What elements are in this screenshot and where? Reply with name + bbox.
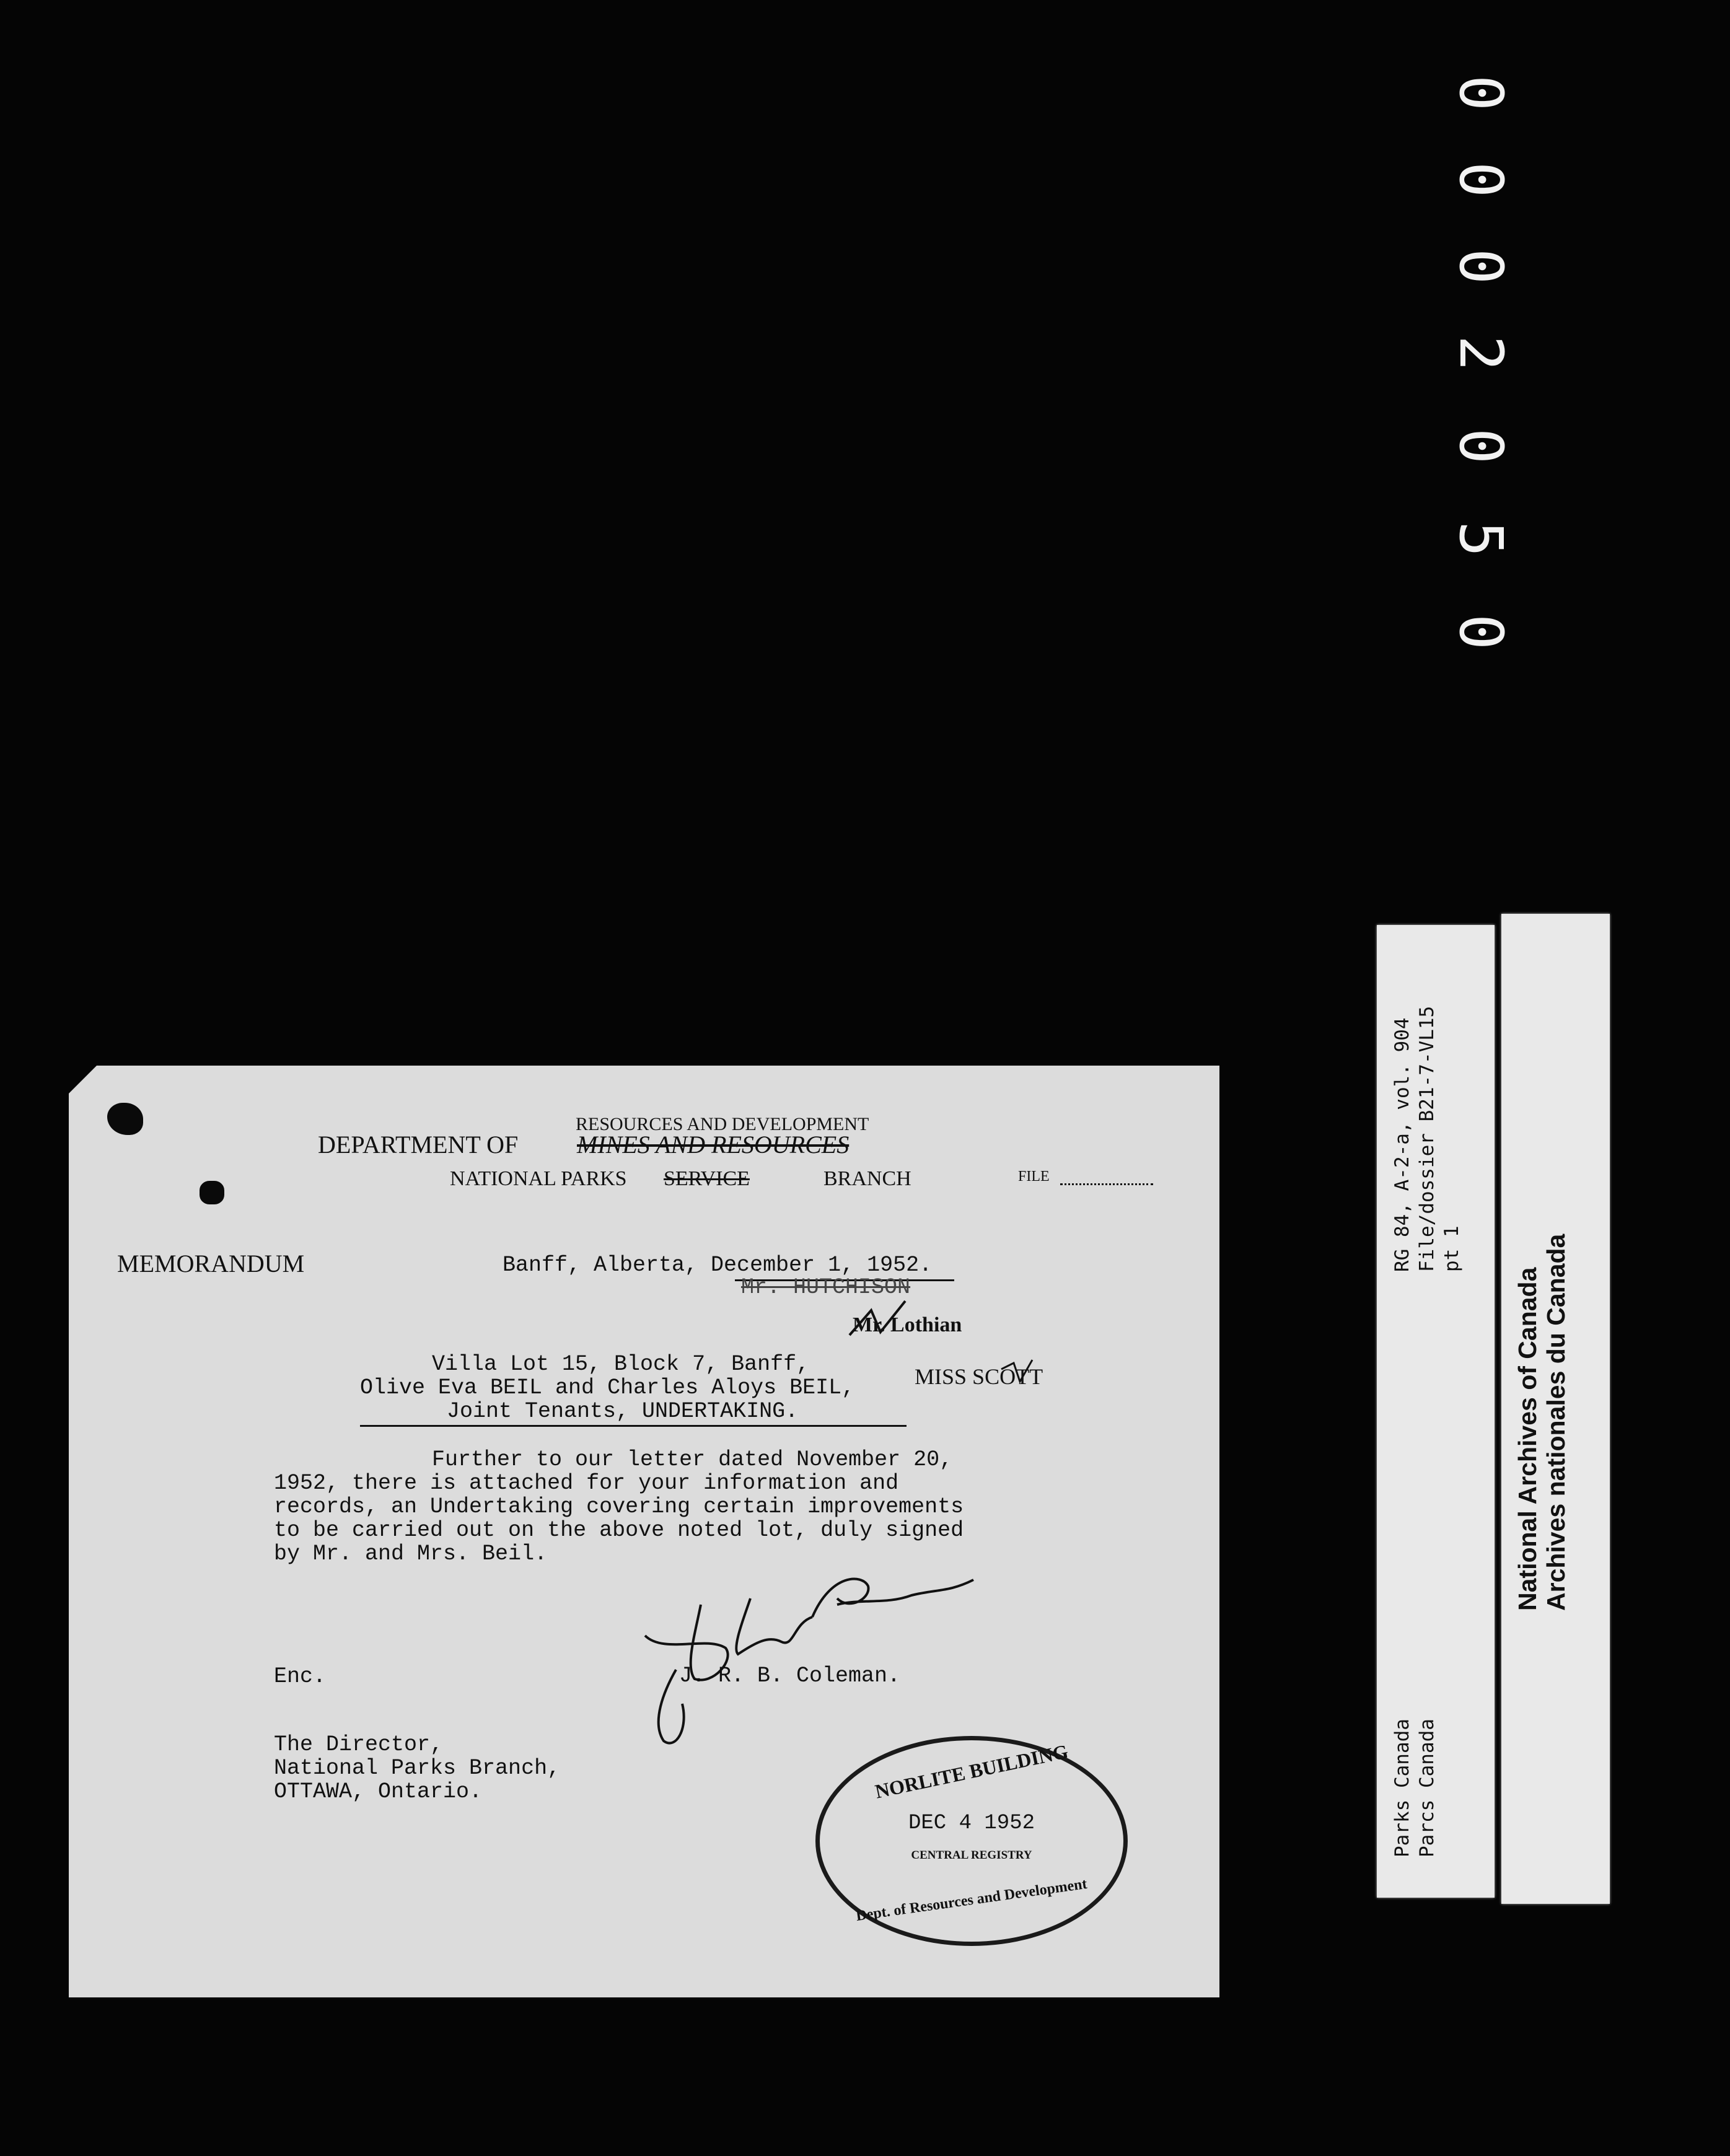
archive-name-label xyxy=(1501,914,1610,1904)
enclosure-label: Enc. xyxy=(274,1664,327,1689)
punch-hole xyxy=(107,1103,143,1135)
subject-line: Joint Tenants, UNDERTAKING. xyxy=(447,1399,799,1424)
torn-corner xyxy=(69,1066,97,1093)
address-line: The Director, xyxy=(274,1732,444,1757)
frame-number xyxy=(1444,56,1518,663)
archive-reference-label xyxy=(1377,925,1495,1898)
institution-line: Parcs Canada xyxy=(1416,1719,1438,1857)
frame-digit: 0 xyxy=(1446,614,1516,650)
body-line: records, an Undertaking covering certain improvements xyxy=(274,1494,964,1519)
place-date: Banff, Alberta, December 1, 1952. xyxy=(503,1253,933,1277)
signatory-name: J. R. B. Coleman. xyxy=(679,1663,901,1688)
institution-line: Parks Canada xyxy=(1391,1719,1413,1857)
frame-digit: 0 xyxy=(1446,248,1516,284)
stamp-middle-text: CENTRAL REGISTRY xyxy=(911,1849,1032,1862)
routing-tick xyxy=(998,1357,1035,1388)
body-line: Further to our letter dated November 20, xyxy=(432,1447,953,1472)
frame-digit: 5 xyxy=(1446,521,1516,557)
body-line: 1952, there is attached for your information and xyxy=(274,1471,899,1496)
department-prefix: DEPARTMENT OF xyxy=(318,1131,519,1159)
reference-line: pt 1 xyxy=(1441,1225,1463,1272)
branch-struck: SERVICE xyxy=(664,1167,750,1190)
routing-struck-name: Mr. HUTCHISON xyxy=(741,1275,911,1300)
stamp-date: DEC 4 1952 xyxy=(908,1812,1035,1835)
handwritten-signature xyxy=(626,1561,1048,1759)
frame-digit: 2 xyxy=(1446,335,1516,371)
branch-suffix: BRANCH xyxy=(823,1167,911,1190)
file-label: FILE xyxy=(1018,1168,1050,1185)
memo-heading: MEMORANDUM xyxy=(117,1250,305,1277)
department-correction: RESOURCES AND DEVELOPMENT xyxy=(576,1114,869,1134)
subject-line: Olive Eva BEIL and Charles Aloys BEIL, xyxy=(360,1375,855,1400)
address-line: National Parks Branch, xyxy=(274,1756,561,1781)
punch-hole xyxy=(200,1181,224,1204)
reference-line: File/dossier B21-7-VL15 xyxy=(1416,1006,1438,1272)
archive-name-line: Archives nationales du Canada xyxy=(1542,1234,1570,1611)
registry-stamp xyxy=(815,1736,1128,1946)
memorandum-sheet xyxy=(69,1066,1219,1997)
reference-line: RG 84, A-2-a, vol. 904 xyxy=(1391,1017,1413,1272)
frame-digit: 0 xyxy=(1446,428,1516,464)
routing-name: Mr. Lothian xyxy=(853,1313,962,1336)
branch-prefix: NATIONAL PARKS xyxy=(450,1167,627,1190)
subject-line: Villa Lot 15, Block 7, Banff, xyxy=(432,1352,810,1377)
frame-digit: 0 xyxy=(1446,75,1516,111)
address-line: OTTAWA, Ontario. xyxy=(274,1779,483,1804)
stamp-bottom-text: Dept. of Resources and Development xyxy=(854,1875,1089,1925)
routing-checkmark xyxy=(846,1298,939,1348)
subject-underline xyxy=(360,1425,907,1427)
body-line: to be carried out on the above noted lot, duly signed xyxy=(274,1518,964,1543)
stamp-top-text: NORLITE BUILDING xyxy=(872,1740,1070,1803)
frame-digit: 0 xyxy=(1446,162,1516,198)
archive-name-line: National Archives of Canada xyxy=(1513,1267,1542,1611)
department-original: MINES AND RESOURCES xyxy=(577,1131,850,1159)
body-line: by Mr. and Mrs. Beil. xyxy=(274,1541,548,1566)
file-dotted-line xyxy=(1060,1183,1153,1185)
routing-name: MISS SCOTT xyxy=(915,1364,1043,1389)
